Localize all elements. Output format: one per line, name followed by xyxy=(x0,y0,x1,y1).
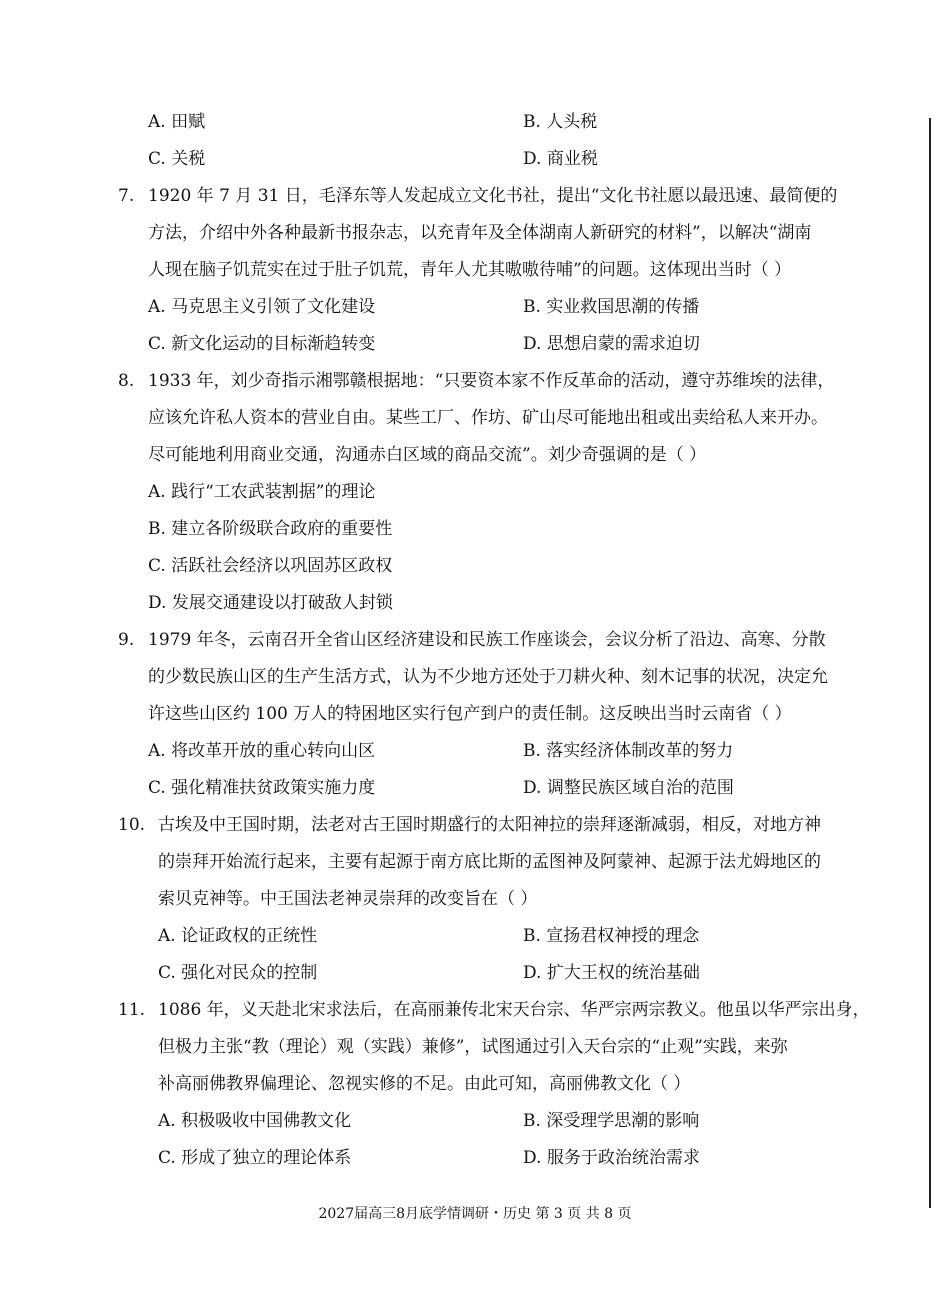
option-b: B. 建立各阶级联合政府的重要性 xyxy=(148,519,393,539)
question-number: 8. xyxy=(118,371,135,391)
option-b: B. 落实经济体制改革的努力 xyxy=(523,741,734,761)
question-stem-line: 的崇拜开始流行起来，主要有起源于南方底比斯的孟图神及阿蒙神、起源于法尤姆地区的 xyxy=(158,852,821,872)
question-stem-line: 补高丽佛教界偏理论、忽视实修的不足。由此可知，高丽佛教文化（ ） xyxy=(158,1074,691,1094)
option-c: C. 强化对民众的控制 xyxy=(158,963,318,983)
option-a: A. 马克思主义引领了文化建设 xyxy=(148,297,376,317)
option-b: B. 实业救国思潮的传播 xyxy=(523,297,700,317)
question-stem-line: 1979 年冬，云南召开全省山区经济建设和民族工作座谈会，会议分析了沿边、高寒、分散 xyxy=(148,630,826,650)
question-stem-line: 人现在脑子饥荒实在过于肚子饥荒，青年人尤其嗷嗷待哺”的问题。这体现出当时（ ） xyxy=(148,260,792,280)
question-stem-line: 许这些山区约 100 万人的特困地区实行包产到户的责任制。这反映出当时云南省（ ） xyxy=(148,704,792,724)
question-stem-line: 1920 年 7 月 31 日，毛泽东等人发起成立文化书社，提出“文化书社愿以最迅速、最简便的 xyxy=(148,186,838,206)
question-number: 7. xyxy=(118,186,135,206)
option-d: D. 商业税 xyxy=(523,149,598,169)
option-c: C. 强化精准扶贫政策实施力度 xyxy=(148,778,376,798)
option-c: C. 新文化运动的目标渐趋转变 xyxy=(148,334,376,354)
option-d: D. 思想启蒙的需求迫切 xyxy=(523,334,700,354)
question-stem-line: 但极力主张“教（理论）观（实践）兼修”，试图通过引入天台宗的“止观”实践，来弥 xyxy=(158,1037,788,1057)
option-c: C. 活跃社会经济以巩固苏区政权 xyxy=(148,556,393,576)
question-stem-line: 方法，介绍中外各种最新书报杂志，以充青年及全体湖南人新研究的材料”，以解决“湖南 xyxy=(148,223,812,243)
option-a: A. 积极吸收中国佛教文化 xyxy=(158,1111,352,1131)
option-d: D. 调整民族区域自治的范围 xyxy=(523,778,734,798)
option-a: A. 将改革开放的重心转向山区 xyxy=(148,741,376,761)
page-footer: 2027届高三8月底学情调研・历史 第 3 页 共 8 页 xyxy=(318,1206,632,1222)
question-stem-line: 1933 年，刘少奇指示湘鄂赣根据地：“只要资本家不作反革命的活动，遵守苏维埃的法律， xyxy=(148,371,835,391)
option-b: B. 宣扬君权神授的理念 xyxy=(523,926,700,946)
option-b: B. 深受理学思潮的影响 xyxy=(523,1111,700,1131)
page-edge-rule xyxy=(929,118,931,1208)
question-number: 9. xyxy=(118,630,135,650)
question-stem-line: 1086 年，义天赴北宋求法后，在高丽兼传北宋天台宗、华严宗两宗教义。他虽以华严宗出身， xyxy=(158,1000,870,1020)
question-stem-line: 的少数民族山区的生产生活方式，认为不少地方还处于刀耕火种、刻木记事的状况，决定允 xyxy=(148,667,828,687)
option-a: A. 论证政权的正统性 xyxy=(158,926,318,946)
option-c: C. 形成了独立的理论体系 xyxy=(158,1148,352,1168)
option-b: B. 人头税 xyxy=(523,112,598,132)
option-d: D. 服务于政治统治需求 xyxy=(523,1148,700,1168)
question-stem-line: 索贝克神等。中王国法老神灵崇拜的改变旨在（ ） xyxy=(158,889,538,909)
option-a: A. 践行“工农武装割据”的理论 xyxy=(148,482,376,502)
question-number: 10. xyxy=(118,815,146,835)
question-stem-line: 古埃及中王国时期，法老对古王国时期盛行的太阳神拉的崇拜逐渐减弱，相反，对地方神 xyxy=(158,815,821,835)
option-d: D. 扩大王权的统治基础 xyxy=(523,963,700,983)
option-d: D. 发展交通建设以打破敌人封锁 xyxy=(148,593,393,613)
question-number: 11. xyxy=(118,1000,146,1020)
option-c: C. 关税 xyxy=(148,149,206,169)
option-a: A. 田赋 xyxy=(148,112,206,132)
question-stem-line: 应该允许私人资本的营业自由。某些工厂、作坊、矿山尽可能地出租或出卖给私人来开办。 xyxy=(148,408,828,428)
question-stem-line: 尽可能地利用商业交通，沟通赤白区域的商品交流”。刘少奇强调的是（ ） xyxy=(148,445,707,465)
